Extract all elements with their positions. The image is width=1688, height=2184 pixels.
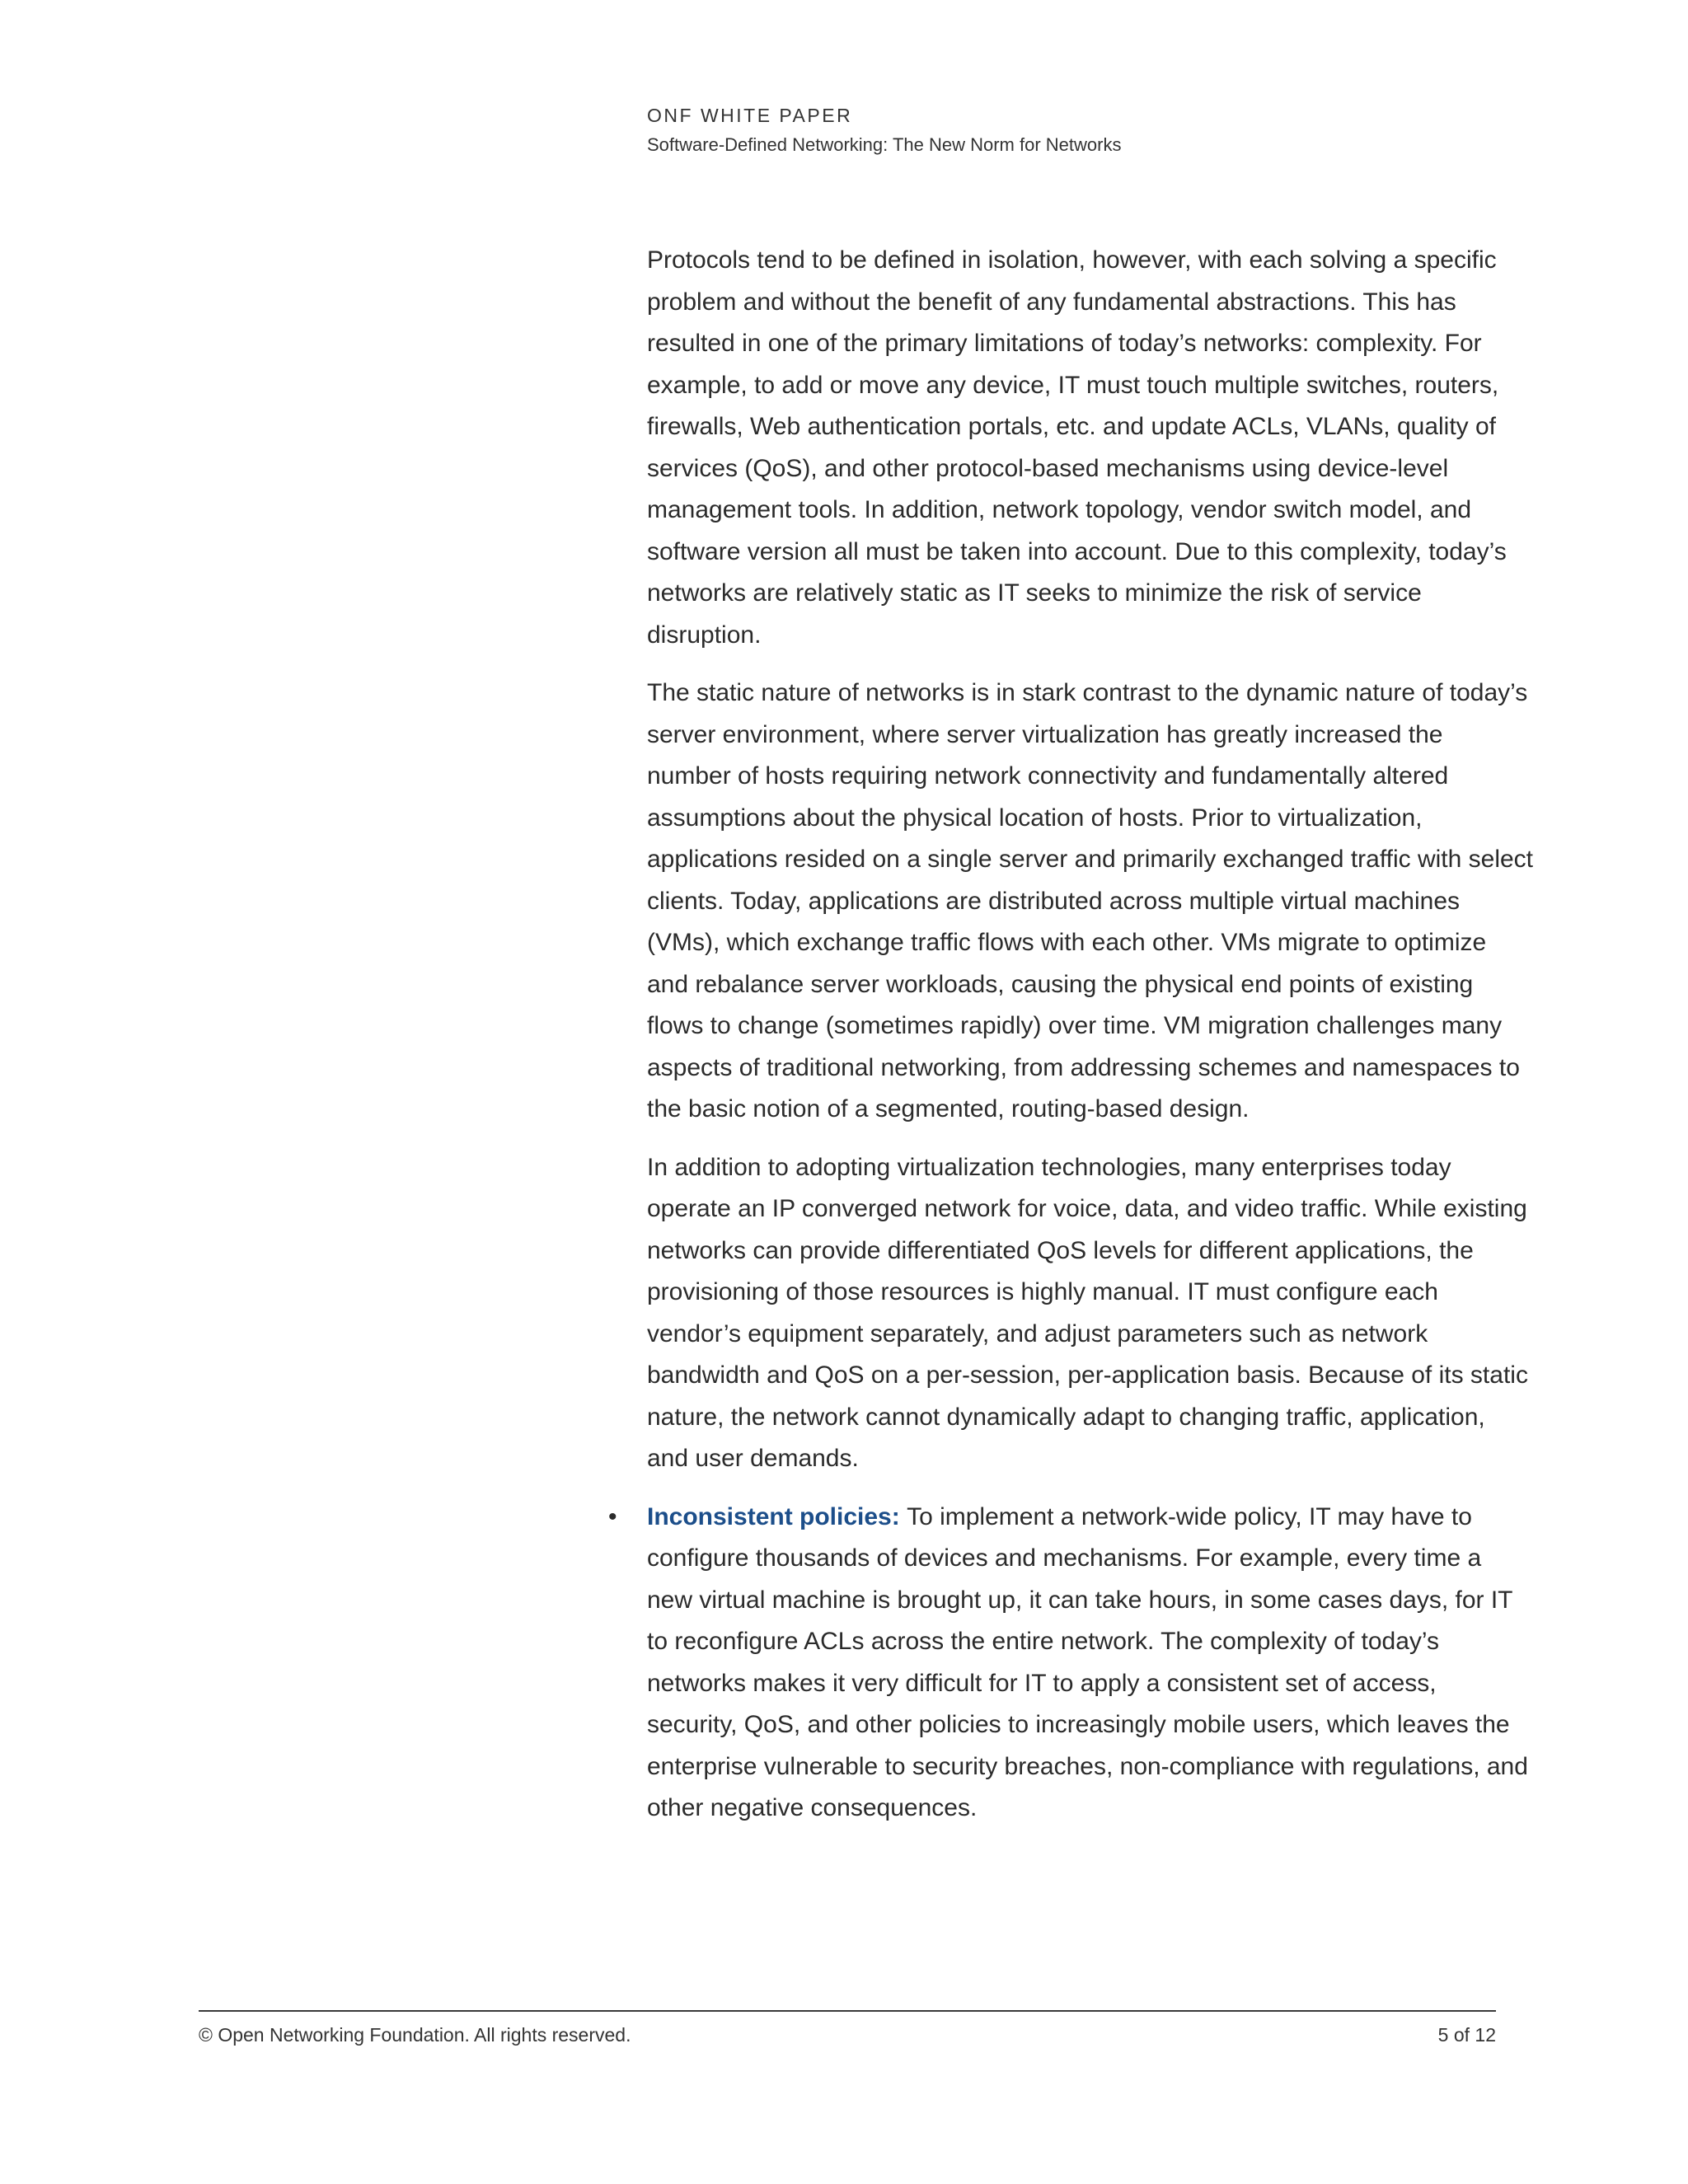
document-title: Software-Defined Networking: The New Norm for Networks <box>647 134 1122 155</box>
body-paragraph: In addition to adopting virtualization technologies, many enterprises today operate an IP converged network for voice, data, and video traffic. While existing networks can provide differentiated QoS levels for different applications, the provisioning of those resources is highly manual. IT must configure each vendor’s equipment separately, and adjust parameters such as network bandwidth and QoS on a per-session, per-application basis. Because of its static nature, the network cannot dynamically adapt to changing traffic, application, and user demands. <box>647 1153 1528 1472</box>
body-paragraph: Protocols tend to be defined in isolation, however, with each solving a specific problem and without the benefit of any fundamental abstractions. This has resulted in one of the primary limitations of today’s networks: complexity. For example, to add or move any device, IT must touch multiple switches, routers, firewalls, Web authentication portals, etc. and update ACLs, VLANs, quality of services (QoS), and other protocol-based mechanisms using device-level management tools. In addition, network topology, vendor switch model, and software version all must be taken into account. Due to this complexity, today’s networks are relatively static as IT seeks to minimize the risk of service disruption. <box>647 246 1507 649</box>
footer-divider <box>199 2010 1496 2012</box>
page-header <box>647 102 1554 158</box>
bullet-marker: • <box>608 1502 617 1530</box>
bullet-item <box>608 1497 1533 1830</box>
bullet-term: Inconsistent policies: <box>647 1502 907 1530</box>
footer-copyright: © Open Networking Foundation. All rights reserved. <box>199 2024 631 2046</box>
bullet-text: To implement a network-wide policy, IT may have to configure thousands of devices and mechanisms. For example, every time a new virtual machine is brought up, it can take hours, in some cases days, for IT to reconfigure ACLs across the entire network. The complexity of today’s networks makes it very difficult for IT to apply a consistent set of access, security, QoS, and other policies to increasingly mobile users, which leaves the enterprise vulnerable to security breaches, non-compliance with regulations, and other negative consequences. <box>647 1502 1528 1821</box>
document-type-label: ONF WHITE PAPER <box>647 105 853 126</box>
page-number: 5 of 12 <box>1437 2024 1496 2046</box>
bullet-list <box>608 1497 1533 1830</box>
body-paragraph: The static nature of networks is in stark contrast to the dynamic nature of today’s server environment, where server virtualization has greatly increased the number of hosts requiring network connectivity and fundamentally altered assumptions about the physical location of hosts. Prior to virtualization, applications resided on a single server and primarily exchanged traffic with select clients. Today, applications are distributed across multiple virtual machines (VMs), which exchange traffic flows with each other. VMs migrate to optimize and rebalance server workloads, causing the physical end points of existing flows to change (sometimes rapidly) over time. VM migration challenges many aspects of traditional networking, from addressing schemes and namespaces to the basic notion of a segmented, routing-based design. <box>647 679 1534 1122</box>
main-content <box>608 240 1534 1830</box>
